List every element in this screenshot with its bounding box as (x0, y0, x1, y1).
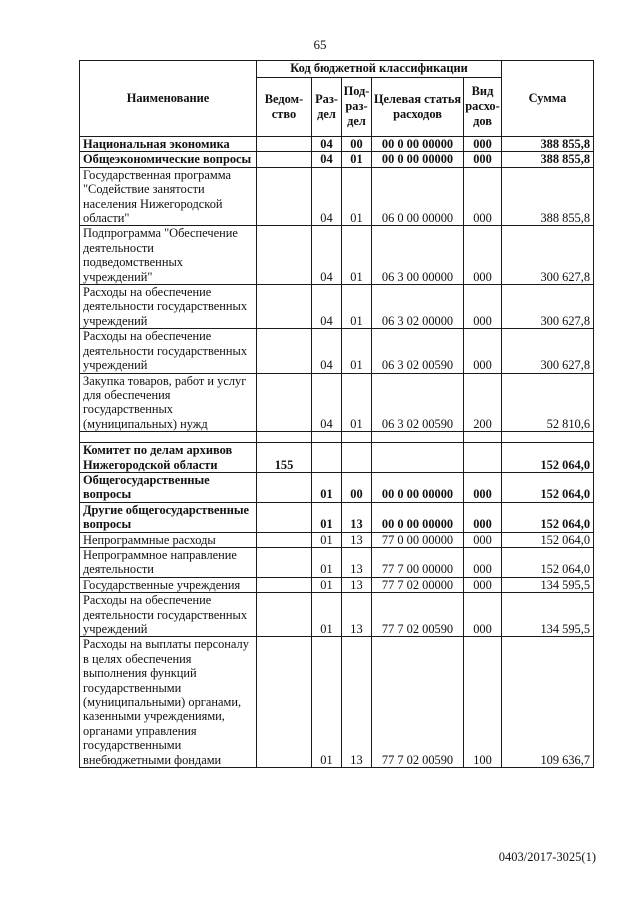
cell-expense-type: 000 (464, 472, 502, 502)
cell-sum: 388 855,8 (502, 167, 594, 226)
table-row (80, 532, 594, 547)
cell-target: 77 7 00 00000 (372, 547, 464, 577)
cell-section: 01 (312, 637, 342, 768)
cell-expense-type: 000 (464, 226, 502, 285)
cell-department: 155 (257, 443, 312, 473)
cell-name: Другие общегосударственные вопросы (80, 502, 257, 532)
cell-sum: 152 064,0 (502, 547, 594, 577)
cell-sum: 152 064,0 (502, 472, 594, 502)
empty-cell (342, 432, 372, 443)
cell-department (257, 373, 312, 432)
cell-subsection: 13 (342, 593, 372, 637)
cell-department (257, 152, 312, 167)
cell-section: 01 (312, 593, 342, 637)
header-name: Наименование (80, 61, 257, 137)
cell-expense-type: 000 (464, 502, 502, 532)
cell-department (257, 532, 312, 547)
cell-section: 01 (312, 547, 342, 577)
cell-sum: 109 636,7 (502, 637, 594, 768)
cell-name: Расходы на обеспечение деятельности государственных учреждений (80, 285, 257, 329)
cell-expense-type (464, 443, 502, 473)
cell-name: Подпрограмма "Обеспечение деятельности подведомственных учреждений" (80, 226, 257, 285)
table-row (80, 637, 594, 768)
cell-sum: 134 595,5 (502, 577, 594, 592)
cell-name: Расходы на выплаты персоналу в целях обеспечения выполнения функций государственными (муниципальными) органами, казенными учреждениями, органами управления государственными внебюджетными фондами (80, 637, 257, 768)
cell-sum: 152 064,0 (502, 532, 594, 547)
header-classification: Код бюджетной классификации (257, 61, 502, 78)
cell-target: 77 0 00 00000 (372, 532, 464, 547)
document-code: 0403/2017-3025(1) (498, 850, 596, 864)
cell-subsection: 13 (342, 577, 372, 592)
cell-target: 06 3 02 00590 (372, 329, 464, 373)
cell-sum: 300 627,8 (502, 329, 594, 373)
empty-cell (80, 432, 257, 443)
cell-section: 04 (312, 167, 342, 226)
cell-expense-type: 000 (464, 547, 502, 577)
table-row (80, 577, 594, 592)
cell-section: 01 (312, 577, 342, 592)
cell-target: 77 7 02 00590 (372, 637, 464, 768)
cell-target: 00 0 00 00000 (372, 502, 464, 532)
cell-section: 01 (312, 532, 342, 547)
cell-name: Непрограммное направление деятельности (80, 547, 257, 577)
cell-name: Закупка товаров, работ и услуг для обеспечения государственных (муниципальных) нужд (80, 373, 257, 432)
cell-target: 06 0 00 00000 (372, 167, 464, 226)
cell-subsection: 13 (342, 502, 372, 532)
cell-section: 04 (312, 226, 342, 285)
cell-expense-type: 000 (464, 137, 502, 152)
cell-section: 04 (312, 285, 342, 329)
cell-subsection: 01 (342, 167, 372, 226)
cell-subsection: 01 (342, 152, 372, 167)
cell-target: 77 7 02 00000 (372, 577, 464, 592)
table-row (80, 502, 594, 532)
cell-department (257, 167, 312, 226)
cell-name: Комитет по делам архивов Нижегородской области (80, 443, 257, 473)
header-expense-type: Вид расхо-дов (464, 77, 502, 136)
cell-section: 01 (312, 502, 342, 532)
cell-target: 00 0 00 00000 (372, 152, 464, 167)
cell-target: 06 3 02 00000 (372, 285, 464, 329)
cell-target: 00 0 00 00000 (372, 472, 464, 502)
cell-department (257, 472, 312, 502)
table-row (80, 167, 594, 226)
header-department: Ведом-ство (257, 77, 312, 136)
cell-sum: 300 627,8 (502, 226, 594, 285)
cell-department (257, 226, 312, 285)
cell-expense-type: 000 (464, 285, 502, 329)
cell-expense-type: 200 (464, 373, 502, 432)
cell-expense-type: 000 (464, 167, 502, 226)
empty-cell (502, 432, 594, 443)
cell-name: Расходы на обеспечение деятельности государственных учреждений (80, 329, 257, 373)
empty-cell (372, 432, 464, 443)
cell-department (257, 285, 312, 329)
cell-name: Непрограммные расходы (80, 532, 257, 547)
cell-department (257, 577, 312, 592)
table-row (80, 285, 594, 329)
cell-section (312, 443, 342, 473)
cell-name: Общеэкономические вопросы (80, 152, 257, 167)
cell-subsection: 01 (342, 373, 372, 432)
table-row (80, 226, 594, 285)
cell-section: 04 (312, 329, 342, 373)
cell-name: Национальная экономика (80, 137, 257, 152)
cell-subsection: 00 (342, 137, 372, 152)
table-row (80, 472, 594, 502)
table-row (80, 137, 594, 152)
cell-target: 06 3 02 00590 (372, 373, 464, 432)
header-sum: Сумма (502, 61, 594, 137)
cell-expense-type: 100 (464, 637, 502, 768)
empty-cell (464, 432, 502, 443)
cell-sum: 300 627,8 (502, 285, 594, 329)
cell-expense-type: 000 (464, 593, 502, 637)
cell-name: Общегосударственные вопросы (80, 472, 257, 502)
cell-subsection: 01 (342, 226, 372, 285)
cell-subsection: 13 (342, 532, 372, 547)
cell-section: 04 (312, 137, 342, 152)
table-row (80, 443, 594, 473)
cell-department (257, 137, 312, 152)
cell-subsection: 13 (342, 547, 372, 577)
cell-target: 00 0 00 00000 (372, 137, 464, 152)
empty-cell (312, 432, 342, 443)
empty-cell (257, 432, 312, 443)
cell-target: 77 7 02 00590 (372, 593, 464, 637)
table-row (80, 373, 594, 432)
cell-department (257, 593, 312, 637)
page-number: 65 (313, 37, 327, 52)
cell-sum: 52 810,6 (502, 373, 594, 432)
cell-name: Расходы на обеспечение деятельности государственных учреждений (80, 593, 257, 637)
cell-sum: 388 855,8 (502, 137, 594, 152)
cell-sum: 152 064,0 (502, 502, 594, 532)
cell-expense-type: 000 (464, 577, 502, 592)
header-target: Целевая статья расходов (372, 77, 464, 136)
table-body (80, 137, 594, 768)
cell-department (257, 547, 312, 577)
cell-sum: 134 595,5 (502, 593, 594, 637)
budget-table (79, 60, 594, 768)
cell-name: Государственные учреждения (80, 577, 257, 592)
table-row (80, 329, 594, 373)
cell-department (257, 502, 312, 532)
cell-sum: 388 855,8 (502, 152, 594, 167)
cell-sum: 152 064,0 (502, 443, 594, 473)
cell-target: 06 3 00 00000 (372, 226, 464, 285)
cell-section: 04 (312, 152, 342, 167)
cell-expense-type: 000 (464, 329, 502, 373)
cell-subsection: 01 (342, 285, 372, 329)
cell-subsection: 00 (342, 472, 372, 502)
header-subsection: Под-раз-дел (342, 77, 372, 136)
spacer-row (80, 432, 594, 443)
table-row (80, 547, 594, 577)
cell-subsection (342, 443, 372, 473)
cell-target (372, 443, 464, 473)
cell-section: 01 (312, 472, 342, 502)
cell-name: Государственная программа "Содействие занятости населения Нижегородской области" (80, 167, 257, 226)
cell-department (257, 637, 312, 768)
cell-subsection: 13 (342, 637, 372, 768)
cell-expense-type: 000 (464, 152, 502, 167)
cell-section: 04 (312, 373, 342, 432)
table-row (80, 152, 594, 167)
cell-expense-type: 000 (464, 532, 502, 547)
cell-subsection: 01 (342, 329, 372, 373)
table-row (80, 593, 594, 637)
header-section: Раз-дел (312, 77, 342, 136)
cell-department (257, 329, 312, 373)
